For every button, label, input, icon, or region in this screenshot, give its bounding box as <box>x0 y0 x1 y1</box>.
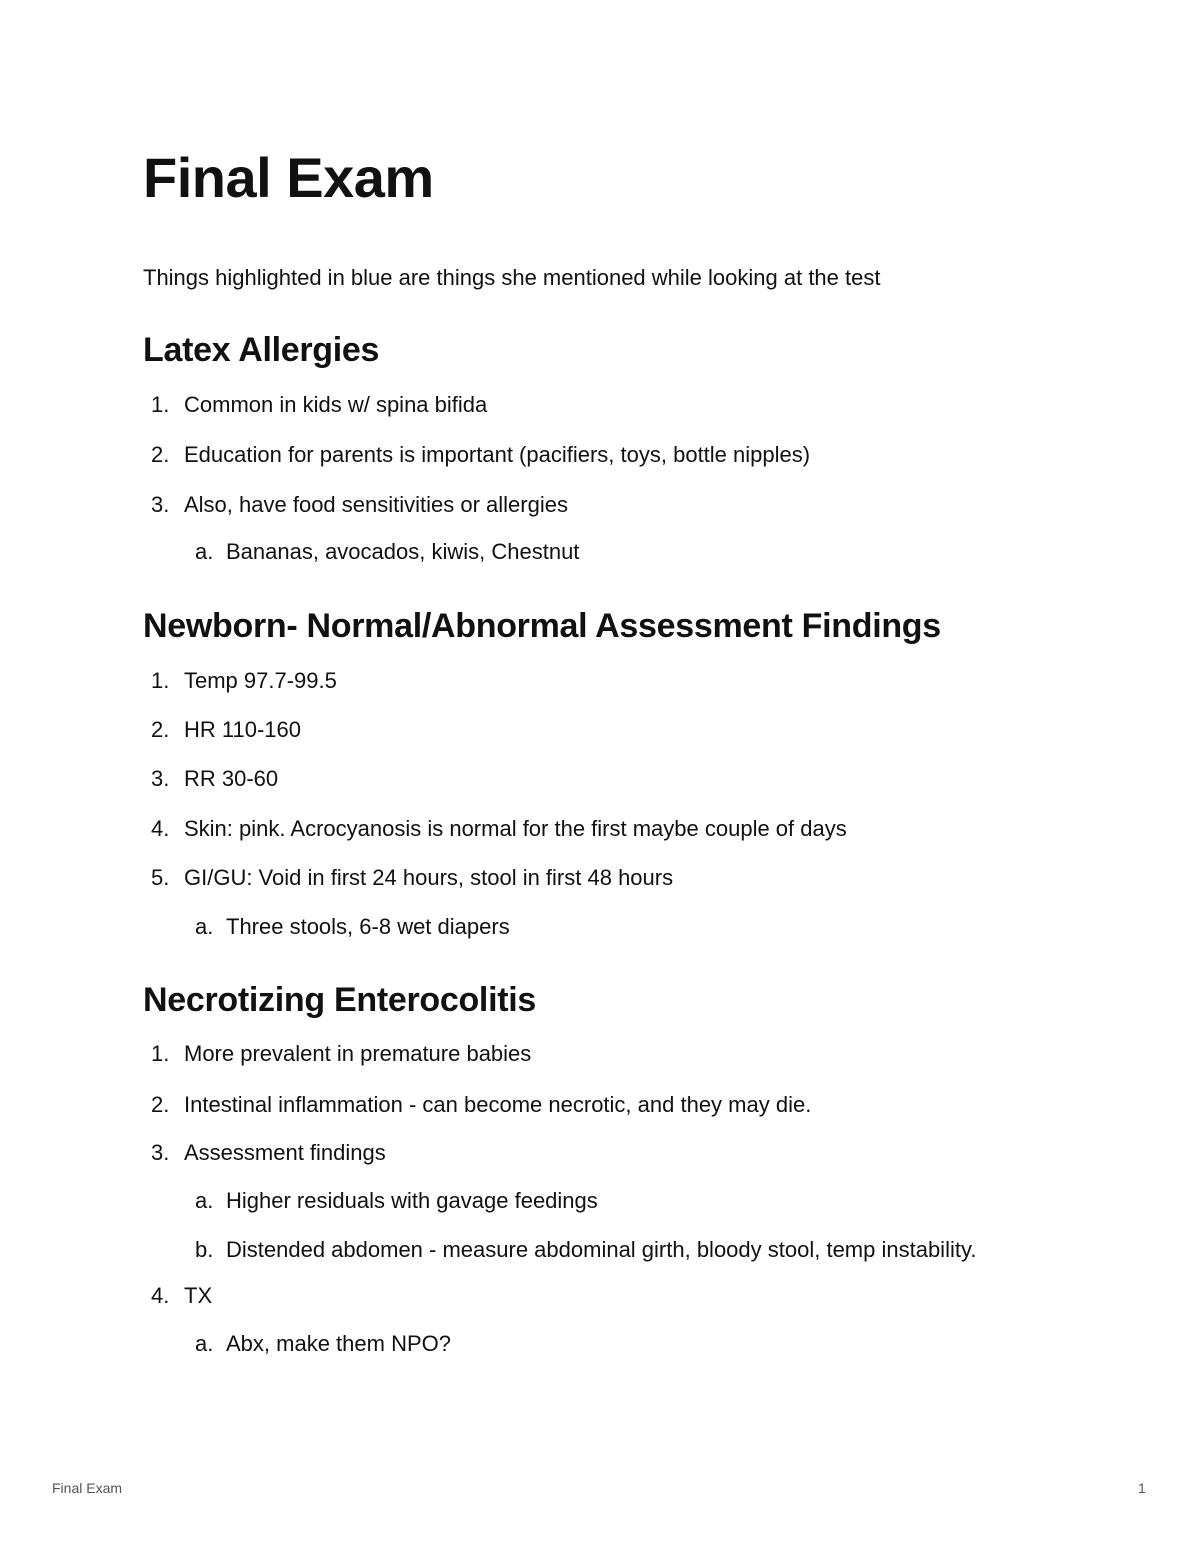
list-item <box>143 764 1103 794</box>
sub-list-item-text: Bananas, avocados, kiwis, Chestnut <box>226 539 580 564</box>
list-marker: 4. <box>151 1283 170 1308</box>
sub-list-item-text: Higher residuals with gavage feedings <box>226 1188 598 1213</box>
list-marker: 3. <box>151 766 170 791</box>
list-marker: 3. <box>151 1140 170 1165</box>
list-item <box>143 1090 1103 1120</box>
list-item-text: Intestinal inflammation - can become necrotic, and they may die. <box>184 1092 812 1117</box>
list-item-text: TX <box>184 1283 213 1308</box>
list-item-text: More prevalent in premature babies <box>184 1041 532 1066</box>
list-item <box>143 1039 1103 1069</box>
intro-paragraph: Things highlighted in blue are things she mentioned while looking at the test <box>143 265 881 290</box>
list-item <box>143 715 1103 745</box>
list-item-text: Skin: pink. Acrocyanosis is normal for the first maybe couple of days <box>184 816 847 841</box>
numbered-list <box>143 666 1103 944</box>
list-item <box>143 390 1103 420</box>
sub-list-marker: b. <box>195 1237 214 1262</box>
sub-list-item-text: Three stools, 6-8 wet diapers <box>226 914 510 939</box>
section-heading: Latex Allergies <box>143 331 380 369</box>
section-newborn-assessment <box>143 606 1103 944</box>
list-marker: 1. <box>151 668 170 693</box>
section-necrotizing-enterocolitis <box>143 980 1103 1361</box>
list-item-text: Temp 97.7-99.5 <box>184 668 337 693</box>
list-marker: 2. <box>151 717 170 742</box>
sub-list-marker: a. <box>195 539 214 564</box>
sub-list-item <box>143 1326 1103 1361</box>
list-item-text: Also, have food sensitivities or allergies <box>184 492 568 517</box>
footer-page-number: 1 <box>1138 1480 1146 1496</box>
list-item <box>143 1281 1103 1311</box>
sub-list-item-text: Abx, make them NPO? <box>226 1331 451 1356</box>
section-latex-allergies <box>143 330 1103 569</box>
sub-list-item <box>143 1232 1103 1267</box>
sub-list-marker: a. <box>195 1331 214 1356</box>
section-heading: Necrotizing Enterocolitis <box>143 981 536 1019</box>
list-item-text: HR 110-160 <box>184 717 301 742</box>
list-item-text: Common in kids w/ spina bifida <box>184 392 488 417</box>
list-marker: 1. <box>151 392 170 417</box>
document-title: Final Exam <box>143 146 434 209</box>
list-item <box>143 814 1103 844</box>
sub-list-item <box>143 1183 1103 1218</box>
list-item <box>143 440 1103 470</box>
list-marker: 5. <box>151 865 170 890</box>
list-item <box>143 666 1103 696</box>
list-marker: 2. <box>151 442 170 467</box>
list-marker: 3. <box>151 492 170 517</box>
sub-list-marker: a. <box>195 1188 214 1213</box>
footer-document-title: Final Exam <box>52 1480 123 1496</box>
sub-list-item-text: Distended abdomen - measure abdominal girth, bloody stool, temp instability. <box>226 1237 977 1262</box>
list-marker: 4. <box>151 816 170 841</box>
sub-list-item <box>143 534 1103 569</box>
numbered-list <box>143 1039 1103 1361</box>
list-item-text: RR 30-60 <box>184 766 279 791</box>
sub-list-marker: a. <box>195 914 214 939</box>
list-item-text: Education for parents is important (pacifiers, toys, bottle nipples) <box>184 442 811 467</box>
list-item <box>143 1138 1103 1168</box>
numbered-list <box>143 390 1103 569</box>
list-item-text: Assessment findings <box>184 1140 386 1165</box>
list-item <box>143 490 1103 520</box>
list-item <box>143 863 1103 893</box>
list-item-text: GI/GU: Void in first 24 hours, stool in first 48 hours <box>184 865 674 890</box>
list-marker: 2. <box>151 1092 170 1117</box>
list-marker: 1. <box>151 1041 170 1066</box>
sub-list-item <box>143 909 1103 944</box>
section-heading: Newborn- Normal/Abnormal Assessment Findings <box>143 607 941 645</box>
